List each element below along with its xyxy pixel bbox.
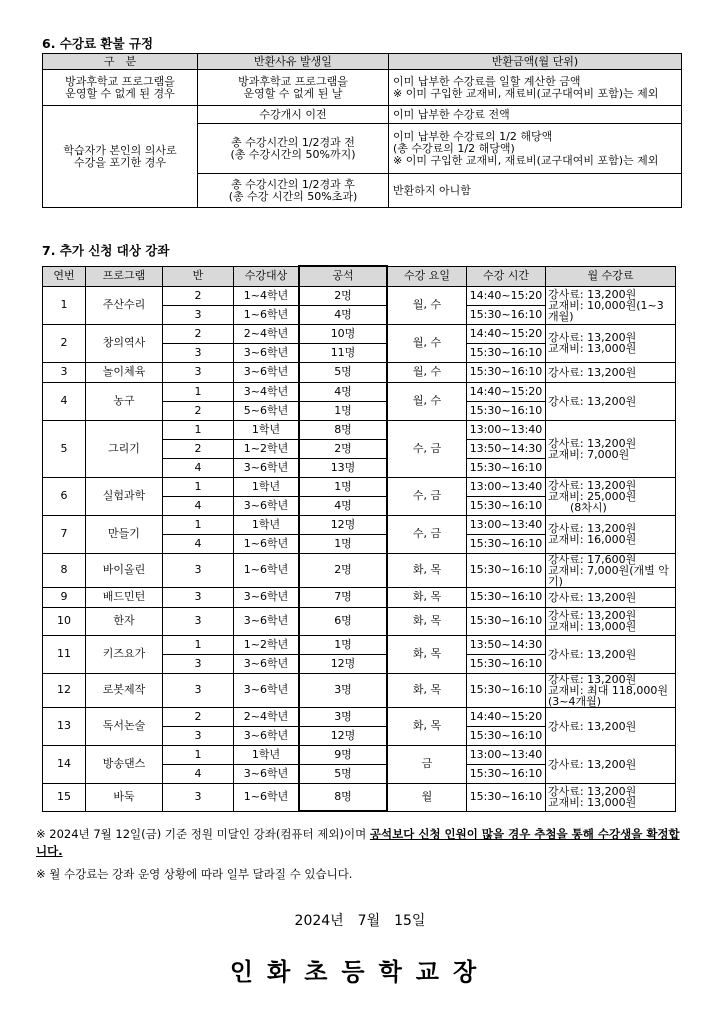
refund-header-when: 반환사유 발생일 [198, 54, 389, 70]
course-class: 3 [163, 783, 234, 811]
course-target: 1~6학년 [234, 534, 300, 553]
course-program: 실험과학 [86, 477, 163, 515]
refund-when: 총 수강시간의 1/2경과 후 (총 수강 시간의 50%초과) [198, 174, 389, 208]
courses-header: 월 수강료 [546, 266, 676, 286]
course-target: 5~6학년 [234, 401, 300, 420]
course-seats: 2명 [299, 286, 387, 305]
principal-signature: 인화초등학교장 [229, 958, 491, 986]
course-days: 금 [387, 745, 467, 783]
course-seats: 12명 [299, 726, 387, 745]
course-program: 배드민턴 [86, 587, 163, 607]
course-time: 15:30~16:10 [467, 607, 546, 635]
course-number: 14 [43, 745, 86, 783]
course-program: 농구 [86, 382, 163, 420]
course-fee: 강사료: 13,200원 교재비: 16,000원 [546, 515, 676, 553]
course-time: 13:00~13:40 [467, 477, 546, 496]
course-time: 15:30~16:10 [467, 343, 546, 362]
courses-header: 수강 시간 [467, 266, 546, 286]
course-days: 월, 수 [387, 362, 467, 382]
course-time: 13:50~14:30 [467, 439, 546, 458]
course-time: 13:00~13:40 [467, 515, 546, 534]
course-fee: 강사료: 13,200원 [546, 587, 676, 607]
course-days: 월, 수 [387, 382, 467, 420]
refund-amount: 이미 납부한 수강료 전액 [389, 106, 682, 124]
course-time: 14:40~15:20 [467, 324, 546, 343]
course-row [43, 477, 676, 496]
course-class: 2 [163, 401, 234, 420]
course-class: 3 [163, 654, 234, 673]
course-target: 1~4학년 [234, 286, 300, 305]
course-target: 1학년 [234, 745, 300, 764]
course-row [43, 745, 676, 764]
course-time: 15:30~16:10 [467, 553, 546, 587]
course-class: 1 [163, 515, 234, 534]
refund-amount: 반환하지 아니함 [389, 174, 682, 208]
refund-header-amount: 반환금액(월 단위) [389, 54, 682, 70]
course-class: 3 [163, 305, 234, 324]
course-number: 13 [43, 707, 86, 745]
course-seats: 3명 [299, 673, 387, 707]
course-number: 11 [43, 635, 86, 673]
course-fee: 강사료: 13,200원 교재비: 13,000원 [546, 324, 676, 362]
refund-amount: 이미 납부한 수강료의 1/2 해당액 (총 수강료의 1/2 해당액) ※ 이미 구입한 교재비, 재료비(교구대여비 포함)는 제외 [389, 124, 682, 174]
course-class: 3 [163, 726, 234, 745]
course-program: 로봇제작 [86, 673, 163, 707]
course-seats: 5명 [299, 764, 387, 783]
course-days: 화, 목 [387, 707, 467, 745]
course-seats: 2명 [299, 553, 387, 587]
course-row [43, 607, 676, 635]
course-target: 1학년 [234, 420, 300, 439]
course-days: 월, 수 [387, 324, 467, 362]
course-seats: 5명 [299, 362, 387, 382]
course-fee: 강사료: 13,200원 교재비: 7,000원 [546, 420, 676, 477]
course-days: 월, 수 [387, 286, 467, 324]
course-target: 3~6학년 [234, 726, 300, 745]
course-class: 1 [163, 635, 234, 654]
refund-amount: 이미 납부한 수강료를 일할 계산한 금액 ※ 이미 구입한 교재비, 재료비(교구대여비 포함)는 제외 [389, 70, 682, 106]
course-days: 화, 목 [387, 587, 467, 607]
refund-header-category: 구 분 [43, 54, 198, 70]
refund-when: 수강개시 이전 [198, 106, 389, 124]
course-time: 15:30~16:10 [467, 764, 546, 783]
course-target: 1~6학년 [234, 783, 300, 811]
course-days: 수, 금 [387, 420, 467, 477]
course-class: 1 [163, 382, 234, 401]
course-row [43, 362, 676, 382]
refund-when: 방과후학교 프로그램을 운영할 수 없게 된 날 [198, 70, 389, 106]
course-fee: 강사료: 13,200원 교재비: 최대 118,000원(3~4개월) [546, 673, 676, 707]
course-row [43, 515, 676, 534]
course-fee: 강사료: 13,200원 [546, 362, 676, 382]
course-time: 15:30~16:10 [467, 673, 546, 707]
course-row [43, 420, 676, 439]
course-number: 1 [43, 286, 86, 324]
course-row [43, 553, 676, 587]
course-number: 10 [43, 607, 86, 635]
courses-table [42, 265, 676, 812]
course-program: 그리기 [86, 420, 163, 477]
courses-header: 수강대상 [234, 266, 300, 286]
course-fee: 강사료: 13,200원 [546, 707, 676, 745]
course-program: 만들기 [86, 515, 163, 553]
course-class: 3 [163, 587, 234, 607]
refund-policy-table [42, 53, 682, 208]
course-target: 3~6학년 [234, 764, 300, 783]
course-time: 15:30~16:10 [467, 362, 546, 382]
course-row [43, 382, 676, 401]
course-seats: 12명 [299, 515, 387, 534]
course-program: 놀이체육 [86, 362, 163, 382]
course-seats: 2명 [299, 439, 387, 458]
course-time: 15:30~16:10 [467, 305, 546, 324]
course-row [43, 324, 676, 343]
course-seats: 4명 [299, 382, 387, 401]
course-target: 3~6학년 [234, 362, 300, 382]
course-number: 4 [43, 382, 86, 420]
course-class: 3 [163, 343, 234, 362]
course-target: 3~6학년 [234, 458, 300, 477]
courses-header: 반 [163, 266, 234, 286]
course-days: 수, 금 [387, 515, 467, 553]
course-class: 3 [163, 607, 234, 635]
course-target: 2~4학년 [234, 707, 300, 726]
course-seats: 3명 [299, 707, 387, 726]
course-time: 13:00~13:40 [467, 745, 546, 764]
course-days: 화, 목 [387, 673, 467, 707]
course-seats: 1명 [299, 534, 387, 553]
course-seats: 10명 [299, 324, 387, 343]
course-class: 2 [163, 286, 234, 305]
course-fee: 강사료: 13,200원 교재비: 10,000원(1~3개월) [546, 286, 676, 324]
course-time: 15:30~16:10 [467, 534, 546, 553]
course-class: 3 [163, 553, 234, 587]
course-row [43, 635, 676, 654]
course-target: 1~6학년 [234, 553, 300, 587]
course-target: 3~4학년 [234, 382, 300, 401]
courses-header: 프로그램 [86, 266, 163, 286]
course-row [43, 286, 676, 305]
course-program: 창의역사 [86, 324, 163, 362]
course-seats: 1명 [299, 477, 387, 496]
course-class: 4 [163, 496, 234, 515]
course-program: 바이올린 [86, 553, 163, 587]
course-time: 15:30~16:10 [467, 496, 546, 515]
course-program: 주산수리 [86, 286, 163, 324]
course-target: 1~6학년 [234, 305, 300, 324]
course-class: 1 [163, 420, 234, 439]
document-date: 2024년 7월 15일 [294, 913, 426, 929]
course-days: 화, 목 [387, 635, 467, 673]
course-class: 2 [163, 707, 234, 726]
refund-category: 방과후학교 프로그램을 운영할 수 없게 된 경우 [43, 70, 198, 106]
courses-header-seats: 공석 [299, 266, 387, 286]
course-time: 15:30~16:10 [467, 726, 546, 745]
course-target: 3~6학년 [234, 587, 300, 607]
course-number: 8 [43, 553, 86, 587]
courses-header: 연번 [43, 266, 86, 286]
course-target: 3~6학년 [234, 673, 300, 707]
course-time: 15:30~16:10 [467, 783, 546, 811]
refund-section-title: 6. 수강료 환불 규정 [42, 36, 154, 51]
course-seats: 4명 [299, 305, 387, 324]
course-program: 키즈요가 [86, 635, 163, 673]
course-fee: 강사료: 17,600원 교재비: 7,000원(개별 악기) [546, 553, 676, 587]
note-recruitment: ※ 2024년 7월 12일(금) 기준 정원 미달인 강좌(컴퓨터 제외)이며 공석보다 신청 인원이 많을 경우 추첨을 통해 수강생을 확정합니다. [36, 827, 680, 858]
course-fee: 강사료: 13,200원 [546, 382, 676, 420]
course-time: 15:30~16:10 [467, 587, 546, 607]
course-seats: 1명 [299, 635, 387, 654]
course-fee: 강사료: 13,200원 교재비: 13,000원 [546, 607, 676, 635]
course-number: 3 [43, 362, 86, 382]
refund-when: 총 수강시간의 1/2경과 전 (총 수강시간의 50%까지) [198, 124, 389, 174]
course-class: 4 [163, 534, 234, 553]
course-seats: 1명 [299, 401, 387, 420]
course-time: 13:00~13:40 [467, 420, 546, 439]
course-program: 한자 [86, 607, 163, 635]
course-target: 1~2학년 [234, 635, 300, 654]
course-time: 14:40~15:20 [467, 707, 546, 726]
course-row [43, 673, 676, 707]
course-days: 화, 목 [387, 553, 467, 587]
courses-section-title: 7. 추가 신청 대상 강좌 [42, 243, 170, 258]
course-seats: 13명 [299, 458, 387, 477]
course-seats: 7명 [299, 587, 387, 607]
course-fee: 강사료: 13,200원 교재비: 25,000원 (8차시) [546, 477, 676, 515]
course-target: 3~6학년 [234, 654, 300, 673]
course-seats: 12명 [299, 654, 387, 673]
course-class: 1 [163, 745, 234, 764]
course-class: 2 [163, 324, 234, 343]
course-days: 화, 목 [387, 607, 467, 635]
course-number: 5 [43, 420, 86, 477]
course-time: 14:40~15:20 [467, 286, 546, 305]
course-class: 3 [163, 673, 234, 707]
course-target: 3~6학년 [234, 496, 300, 515]
course-class: 3 [163, 362, 234, 382]
course-fee: 강사료: 13,200원 [546, 635, 676, 673]
course-fee: 강사료: 13,200원 교재비: 13,000원 [546, 783, 676, 811]
course-time: 15:30~16:10 [467, 401, 546, 420]
course-days: 월 [387, 783, 467, 811]
course-program: 바둑 [86, 783, 163, 811]
course-time: 15:30~16:10 [467, 458, 546, 477]
course-time: 15:30~16:10 [467, 654, 546, 673]
course-row [43, 783, 676, 811]
course-class: 4 [163, 764, 234, 783]
course-target: 1~2학년 [234, 439, 300, 458]
course-class: 2 [163, 439, 234, 458]
course-time: 13:50~14:30 [467, 635, 546, 654]
course-number: 9 [43, 587, 86, 607]
course-row [43, 707, 676, 726]
course-seats: 4명 [299, 496, 387, 515]
course-time: 14:40~15:20 [467, 382, 546, 401]
course-target: 1학년 [234, 515, 300, 534]
course-number: 7 [43, 515, 86, 553]
course-row [43, 587, 676, 607]
course-target: 2~4학년 [234, 324, 300, 343]
course-number: 2 [43, 324, 86, 362]
course-target: 3~6학년 [234, 607, 300, 635]
course-target: 3~6학년 [234, 343, 300, 362]
course-seats: 11명 [299, 343, 387, 362]
note-fee-variation: ※ 월 수강료는 강좌 운영 상황에 따라 일부 달라질 수 있습니다. [36, 867, 353, 881]
course-number: 15 [43, 783, 86, 811]
course-seats: 8명 [299, 420, 387, 439]
course-target: 1학년 [234, 477, 300, 496]
course-number: 12 [43, 673, 86, 707]
course-program: 독서논술 [86, 707, 163, 745]
refund-category: 학습자가 본인의 의사로 수강을 포기한 경우 [43, 106, 198, 208]
course-seats: 9명 [299, 745, 387, 764]
course-seats: 6명 [299, 607, 387, 635]
courses-header: 수강 요일 [387, 266, 467, 286]
course-class: 1 [163, 477, 234, 496]
course-days: 수, 금 [387, 477, 467, 515]
course-seats: 8명 [299, 783, 387, 811]
course-program: 방송댄스 [86, 745, 163, 783]
course-number: 6 [43, 477, 86, 515]
course-fee: 강사료: 13,200원 [546, 745, 676, 783]
course-class: 4 [163, 458, 234, 477]
